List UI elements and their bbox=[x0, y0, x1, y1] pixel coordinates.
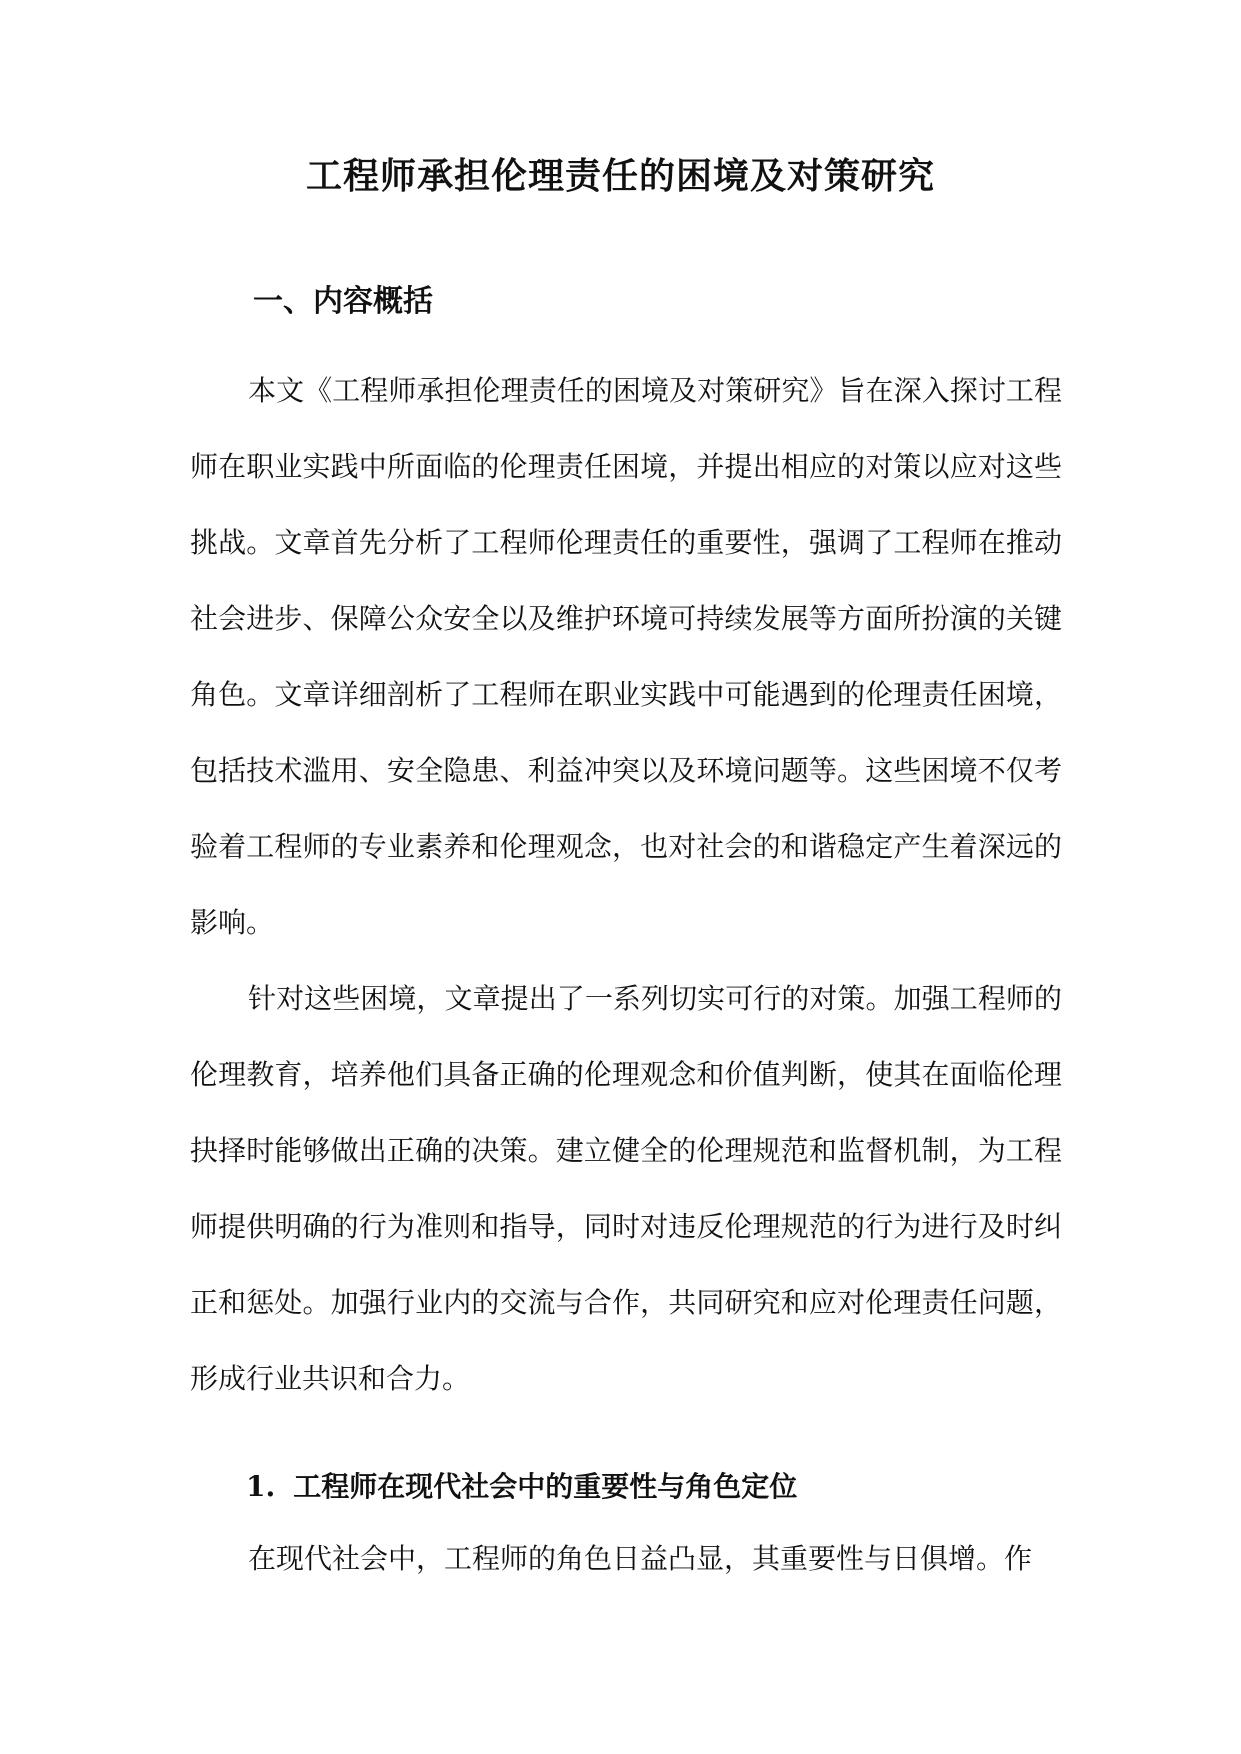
paragraph: 针对这些困境，文章提出了一系列切实可行的对策。加强工程师的伦理教育，培养他们具备正确的伦理观念和价值判断，使其在面临伦理抉择时能够做出正确的决策。建立健全的伦理规范和监督机制，为工程师提供明确的行为准则和指导，同时对违反伦理规范的行为进行及时纠正和惩处。加强行业内的交流与合作，共同研究和应对伦理责任问题，形成行业共识和合力。 bbox=[190, 982, 1062, 1395]
section-body bbox=[190, 961, 1062, 1417]
subsection-body bbox=[190, 1521, 1062, 1597]
subsection-number: 1. bbox=[246, 1470, 276, 1503]
section-heading: 一、内容概括 bbox=[253, 284, 433, 319]
document-title: 工程师承担伦理责任的困境及对策研究 bbox=[305, 155, 935, 197]
paragraph: 本文《工程师承担伦理责任的困境及对策研究》旨在深入探讨工程师在职业实践中所面临的伦理责任困境，并提出相应的对策以应对这些挑战。文章首先分析了工程师伦理责任的重要性，强调了工程师在推动社会进步、保障公众安全以及维护环境可持续发展等方面所扮演的关键角色。文章详细剖析了工程师在职业实践中可能遇到的伦理责任困境，包括技术滥用、安全隐患、利益冲突以及环境问题等。这些困境不仅考验着工程师的专业素养和伦理观念，也对社会的和谐稳定产生着深远的影响。 bbox=[190, 374, 1062, 939]
subsection-heading bbox=[246, 1467, 797, 1507]
section-body bbox=[190, 353, 1062, 961]
paragraph: 在现代社会中，工程师的角色日益凸显，其重要性与日俱增。作 bbox=[248, 1542, 1033, 1575]
subsection-title: 工程师在现代社会中的重要性与角色定位 bbox=[293, 1470, 798, 1503]
